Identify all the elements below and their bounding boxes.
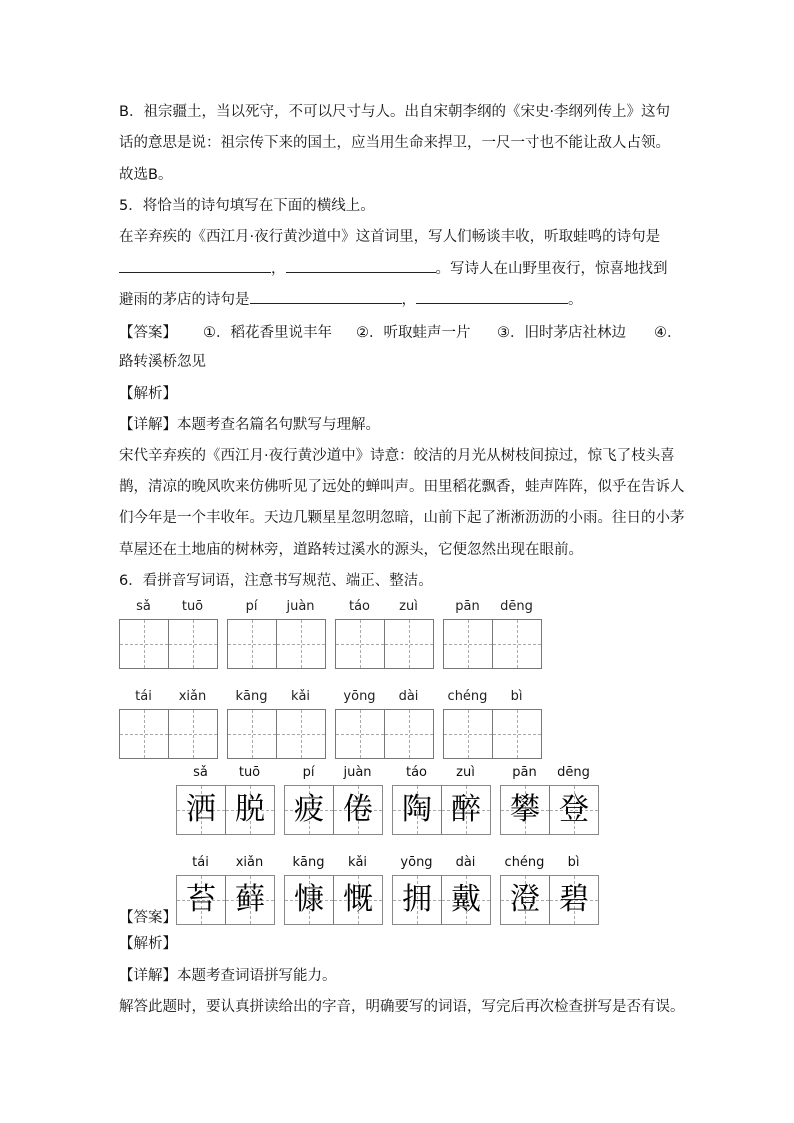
pinyin-label: yōng [400, 855, 433, 870]
writing-grid[interactable] [335, 709, 434, 759]
answer-1: ①．稻花香里说丰年 [203, 325, 332, 341]
detail-label: 【详解】本题考查名篇名句默写与理解。 [119, 417, 380, 433]
answer-char: 登 [559, 792, 589, 827]
pinyin-label: táo [405, 765, 428, 780]
answer-blank[interactable] [119, 258, 271, 273]
pinyin-label: zuì [456, 765, 475, 780]
pinyin-label: dài [398, 689, 419, 704]
explanation-6: 解答此题时，要认真拼读给出的字音，明确要写的词语，写完后再次检查拼写是否有误。 [119, 999, 685, 1015]
answer-4: ④． [654, 325, 682, 341]
writing-grid[interactable] [227, 619, 326, 669]
pinyin-label: juàn [286, 599, 315, 614]
detail-label-6: 【详解】本题考查词语拼写能力。 [119, 968, 337, 984]
choose-b-line: 故选B。 [119, 167, 173, 183]
question-6-title: 6．看拼音写词语，注意书写规范、端正、整洁。 [119, 573, 433, 589]
answer-char: 拥 [402, 882, 432, 917]
answer-blank[interactable] [416, 289, 568, 304]
pinyin-label: kǎi [347, 855, 368, 870]
answer-char: 疲 [294, 792, 324, 827]
writing-grid[interactable] [119, 619, 218, 669]
answer-2: ②．听取蛙声一片 [356, 325, 471, 341]
option-b-line-1: B．祖宗疆土，当以死守，不可以尺寸与人。出自宋朝李纲的《宋史·李纲列传上》这句 [119, 104, 671, 120]
answer-char: 碧 [559, 882, 589, 917]
answer-char: 洒 [186, 792, 216, 827]
pinyin-label: chéng [504, 855, 545, 870]
pinyin-label: kāng [292, 855, 325, 870]
pinyin-label: pí [302, 765, 315, 780]
pinyin-label: juàn [343, 765, 372, 780]
answer-char: 苔 [186, 882, 216, 917]
pinyin-label: pān [455, 599, 480, 614]
answer-char: 慷 [294, 882, 324, 917]
answer-grid [500, 875, 599, 925]
pinyin-label: tuō [181, 599, 204, 614]
answer-grid [500, 785, 599, 835]
explanation-line-2: 鹊，清凉的晚风吹来仿佛听见了远处的蝉叫声。田里稻花飘香，蛙声阵阵，似乎在告诉人 [119, 479, 685, 495]
pinyin-label: dài [455, 855, 476, 870]
answer-3: ③．旧时茅店社林边 [497, 325, 626, 341]
pinyin-label: xiǎn [235, 855, 264, 870]
pinyin-label: tái [135, 689, 152, 704]
answer-4-continued: 路转溪桥忽见 [119, 354, 206, 370]
answer-char: 戴 [451, 882, 481, 917]
pinyin-label: tuō [238, 765, 261, 780]
answer-label: 【答案】 [119, 325, 177, 341]
question-5-blank-line-1: ， 。写诗人在山野里夜行，惊喜地找到 [119, 258, 668, 279]
pinyin-label: bì [567, 855, 580, 870]
pinyin-label: tái [192, 855, 209, 870]
answer-char: 脱 [235, 792, 265, 827]
pinyin-label: kāng [235, 689, 268, 704]
question-5-title: 5．将恰当的诗句填写在下面的横线上。 [119, 198, 375, 214]
answer-label-6: 【答案】 [119, 910, 177, 926]
explanation-line-1: 宋代辛弃疾的《西江月·夜行黄沙道中》诗意：皎洁的月光从树枝间掠过，惊飞了枝头喜 [119, 448, 675, 464]
answer-blank[interactable] [286, 258, 436, 273]
answer-blank[interactable] [250, 289, 402, 304]
answer-grid [284, 875, 383, 925]
pinyin-label: pān [512, 765, 537, 780]
option-b-line-2: 话的意思是说：祖宗传下来的国土，应当用生命来捍卫，一尺一寸也不能让敌人占领。 [119, 135, 670, 151]
pinyin-label: pí [245, 599, 258, 614]
writing-grid[interactable] [227, 709, 326, 759]
pinyin-label: bì [510, 689, 523, 704]
writing-grid[interactable] [443, 619, 542, 669]
pinyin-label: xiǎn [178, 689, 207, 704]
pinyin-label: dēng [557, 765, 590, 780]
writing-grid[interactable] [119, 709, 218, 759]
answer-grid [392, 785, 491, 835]
question-5-prompt: 在辛弃疾的《西江月·夜行黄沙道中》这首词里，写人们畅谈丰收，听取蛙鸣的诗句是 [119, 229, 661, 245]
answer-grid [284, 785, 383, 835]
answer-char: 倦 [343, 792, 373, 827]
pinyin-label: zuì [399, 599, 418, 614]
answer-grid [176, 875, 275, 925]
pinyin-label: dēng [500, 599, 533, 614]
answer-char: 攀 [510, 792, 540, 827]
answer-grid [392, 875, 491, 925]
answer-char: 慨 [343, 882, 373, 917]
pinyin-label: kǎi [290, 689, 311, 704]
answer-char: 澄 [510, 882, 540, 917]
answer-grid [176, 785, 275, 835]
answer-char: 醉 [451, 792, 481, 827]
writing-grid[interactable] [335, 619, 434, 669]
answer-char: 藓 [235, 882, 265, 917]
explanation-line-4: 草屋还在土地庙的树林旁，道路转过溪水的源头，它便忽然出现在眼前。 [119, 542, 583, 558]
pinyin-label: chéng [447, 689, 488, 704]
answer-char: 陶 [402, 792, 432, 827]
analysis-label-6: 【解析】 [119, 936, 177, 952]
explanation-line-3: 们今年是一个丰收年。天边几颗星星忽明忽暗，山前下起了淅淅沥沥的小雨。往日的小茅 [119, 510, 685, 526]
pinyin-label: yōng [343, 689, 376, 704]
pinyin-label: sǎ [193, 765, 208, 780]
question-5-blank-line-2: 避雨的茅店的诗句是 ， 。 [119, 289, 583, 310]
pinyin-label: táo [348, 599, 371, 614]
analysis-label: 【解析】 [119, 386, 177, 402]
writing-grid[interactable] [443, 709, 542, 759]
pinyin-label: sǎ [136, 599, 151, 614]
